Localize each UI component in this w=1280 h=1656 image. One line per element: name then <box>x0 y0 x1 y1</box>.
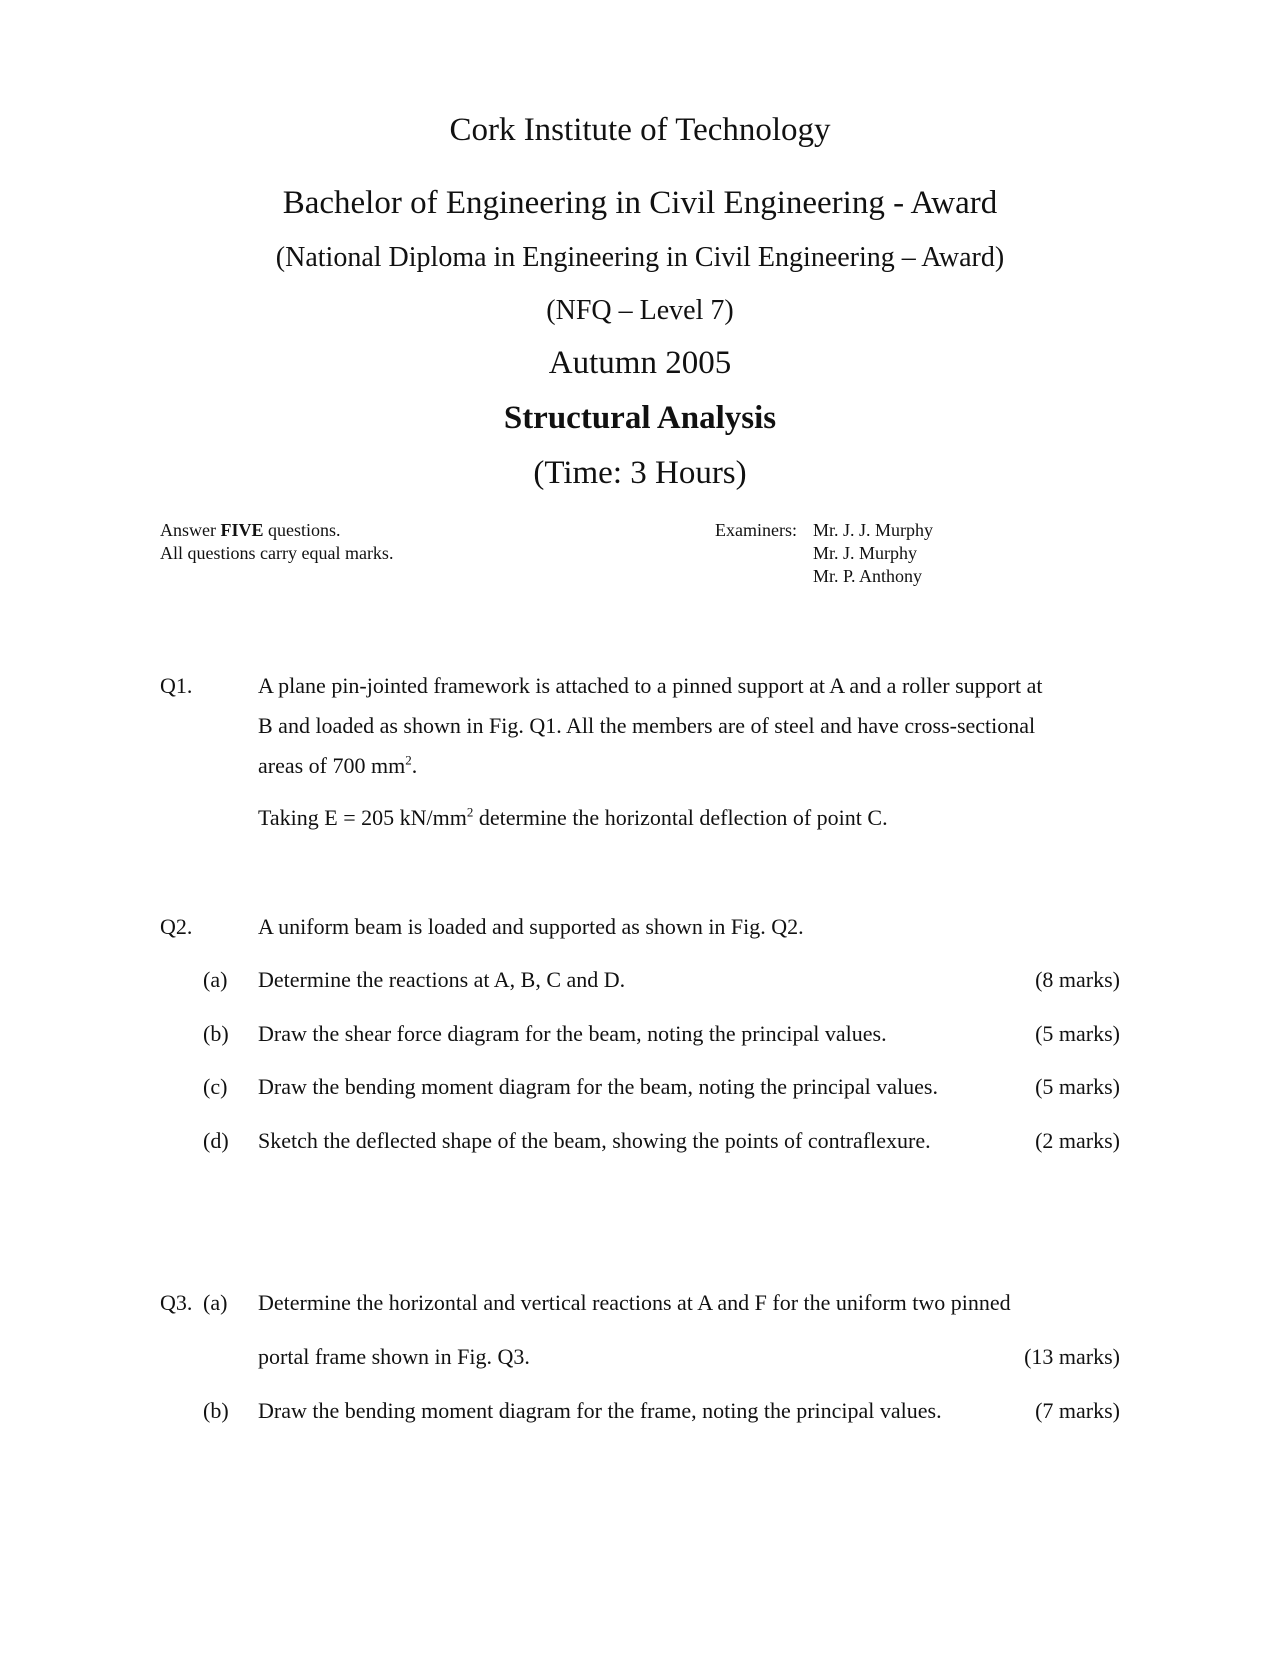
award-title: Bachelor of Engineering in Civil Engineering - Award <box>282 185 998 221</box>
q1-line: Taking E = 205 $kN/mm^2$ determine the horizontal deflection of point C. <box>258 804 888 830</box>
institution-title: Cork Institute of Technology <box>449 112 831 148</box>
marks-instruction: All questions carry equal marks. <box>160 543 394 563</box>
part-text: Sketch the deflected shape of the beam, showing the points of contraflexure. <box>258 1128 931 1153</box>
exam-session: Autumn 2005 <box>548 345 732 381</box>
part-marks: (2 marks) <box>1035 1128 1120 1153</box>
answer-instruction: Answer FIVE questions. <box>160 520 341 540</box>
part-text: Determine the reactions at A, B, C and D. <box>258 967 626 992</box>
question-number: Q1. <box>160 673 193 698</box>
part-text: Draw the bending moment diagram for the frame, noting the principal values. <box>258 1398 942 1423</box>
q1-line: B and loaded as shown in Fig. Q1. All the members are of steel and have cross-sectional <box>258 713 1036 738</box>
part-label: (c) <box>203 1074 228 1099</box>
answer-count: FIVE <box>220 520 264 540</box>
examiner-name: Mr. J. Murphy <box>813 543 918 563</box>
part-label: (a) <box>203 967 228 992</box>
diploma-subtitle: (National Diploma in Engineering in Civil Engineering – Award) <box>275 242 1005 273</box>
part-marks: (5 marks) <box>1035 1074 1120 1099</box>
q1-line: areas of 700 $mm^2$. <box>258 752 418 778</box>
q1-line: A plane pin-jointed framework is attached to a pinned support at A and a roller support at <box>258 673 1043 698</box>
part-label: (b) <box>203 1398 229 1423</box>
nfq-level: (NFQ – Level 7) <box>546 295 734 326</box>
part-text: Draw the shear force diagram for the beam, noting the principal values. <box>258 1021 887 1046</box>
part-marks: (5 marks) <box>1035 1021 1120 1046</box>
part-marks: (13 marks) <box>1024 1344 1120 1369</box>
part-text: Draw the bending moment diagram for the beam, noting the principal values. <box>258 1074 938 1099</box>
part-text: portal frame shown in Fig. Q3. <box>258 1344 530 1369</box>
q2-intro: A uniform beam is loaded and supported as shown in Fig. Q2. <box>258 914 804 939</box>
part-label: (b) <box>203 1021 229 1046</box>
examiner-name: Mr. J. J. Murphy <box>813 520 934 540</box>
subject-title: Structural Analysis <box>503 400 777 436</box>
question-number: Q2. <box>160 914 193 939</box>
exam-duration: (Time: 3 Hours) <box>533 455 747 491</box>
part-text: Determine the horizontal and vertical reactions at A and F for the uniform two pinned <box>258 1290 1011 1315</box>
examiners-label: Examiners: <box>715 520 797 540</box>
part-label: (d) <box>203 1128 229 1153</box>
part-marks: (8 marks) <box>1035 967 1120 992</box>
question-number: Q3. <box>160 1290 193 1315</box>
examiner-name: Mr. P. Anthony <box>813 566 923 586</box>
part-label: (a) <box>203 1290 228 1315</box>
part-marks: (7 marks) <box>1035 1398 1120 1423</box>
